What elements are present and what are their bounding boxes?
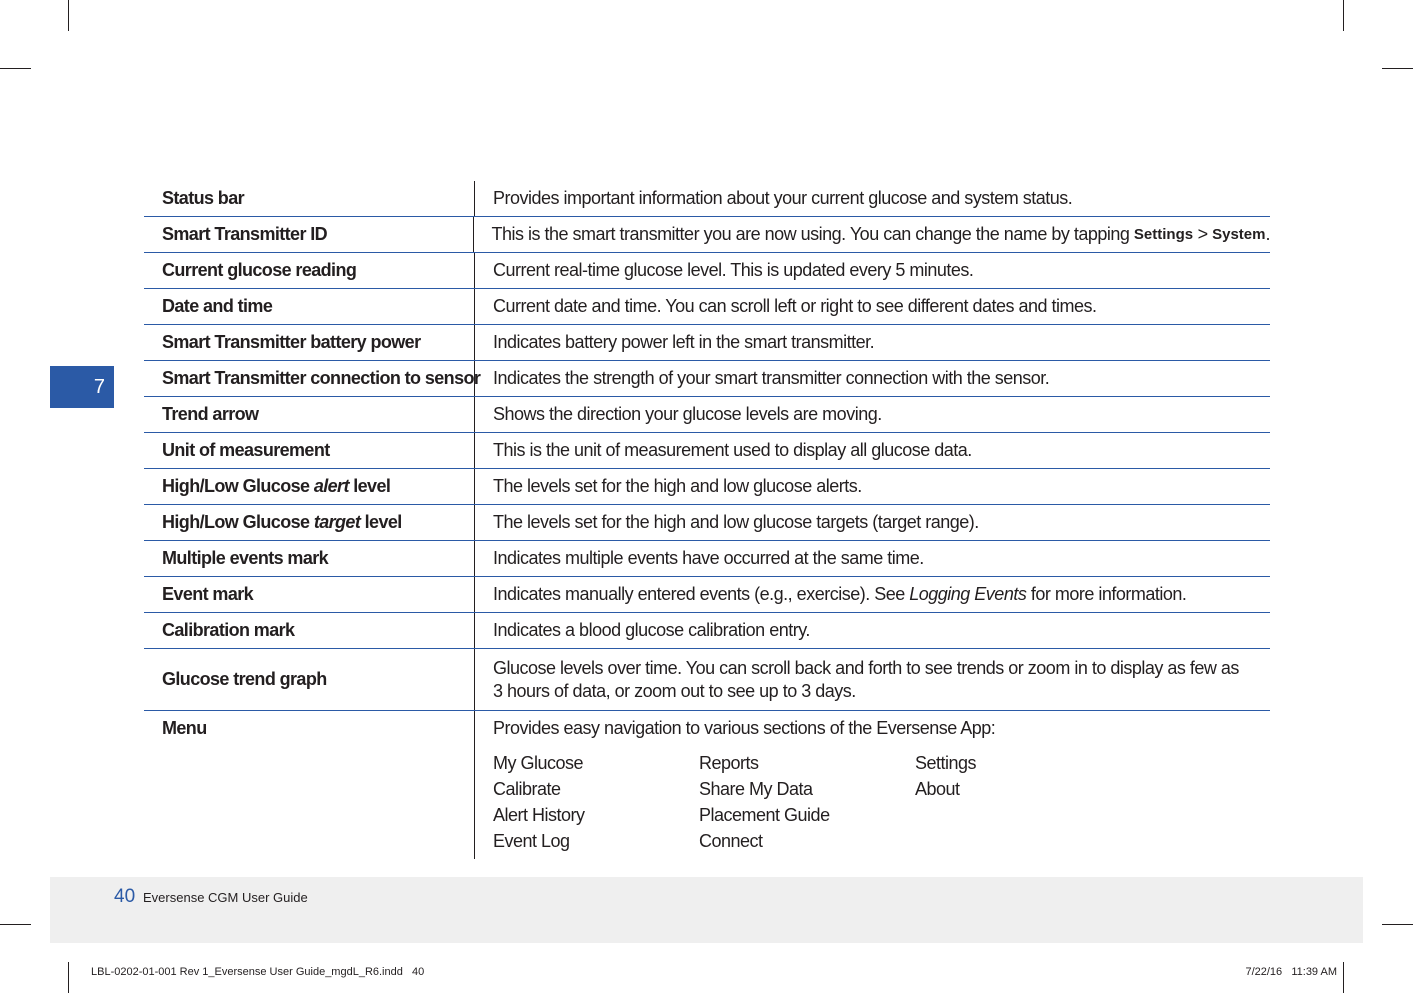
crop-mark [68,0,69,31]
system-label: System [1212,226,1266,243]
logging-events-reference: Logging Events [909,584,1027,604]
menu-column [699,750,915,854]
term-text: level [360,512,402,532]
row-term: Multiple events mark [144,541,475,576]
table-row [144,325,1270,361]
crop-mark [1343,0,1344,31]
row-term: Trend arrow [144,397,475,432]
desc-line: 3 hours of data, or zoom out to see up to 3 days. [493,681,856,701]
guide-title: Eversense CGM User Guide [143,890,308,905]
table-row [144,649,1270,711]
table-row [144,711,1270,859]
table-row [144,577,1270,613]
table-row [144,181,1270,217]
row-description: Indicates the strength of your smart transmitter connection with the sensor. [493,368,1050,388]
table-row [144,289,1270,325]
desc-text: for more information. [1026,584,1187,604]
row-term: Status bar [144,181,475,216]
table-row [144,217,1270,253]
crop-mark [0,68,31,69]
menu-intro: Provides easy navigation to various sections of the Eversense App: [493,718,996,738]
row-description: The levels set for the high and low glucose alerts. [493,476,862,496]
menu-item: Settings [915,753,977,773]
menu-item: Reports [699,753,759,773]
screen-elements-table [144,181,1270,859]
row-term [144,505,475,540]
row-description: Shows the direction your glucose levels are moving. [493,404,882,424]
term-text: level [348,476,391,496]
row-term: Unit of measurement [144,433,475,468]
term-text: High/Low Glucose [162,476,314,496]
desc-line: Glucose levels over time. You can scroll back and forth to see trends or zoom in to display as few as [493,658,1239,678]
menu-item: Placement Guide [699,805,830,825]
menu-item: Share My Data [699,779,813,799]
menu-item: My Glucose [493,753,584,773]
table-row [144,541,1270,577]
page-number: 40 [114,886,136,907]
chapter-tab [50,366,114,408]
crop-mark [1382,68,1413,69]
row-term: Smart Transmitter ID [144,217,474,252]
menu-column [493,750,699,854]
table-row [144,505,1270,541]
term-emphasis: target [313,512,361,532]
table-row [144,361,1270,397]
chapter-number: 7 [93,375,105,398]
row-term: Event mark [144,577,475,612]
menu-column [915,750,1115,854]
print-slug-datetime: 7/22/16 11:39 AM [1245,966,1337,978]
crop-mark [0,924,31,925]
table-row [144,469,1270,505]
row-term: Glucose trend graph [144,649,475,710]
row-description: Current real-time glucose level. This is updated every 5 minutes. [493,260,974,280]
row-description: Indicates multiple events have occurred at the same time. [493,548,924,568]
menu-item: Calibrate [493,779,561,799]
path-separator: > [1193,224,1213,244]
row-description [475,649,1270,710]
row-description [474,217,1270,252]
term-emphasis: alert [313,476,349,496]
table-row [144,397,1270,433]
row-term: Menu [144,711,475,859]
desc-text: Indicates manually entered events (e.g., exercise). See [493,584,910,604]
row-term: Smart Transmitter connection to sensor [144,361,475,396]
row-description [475,577,1270,612]
menu-item: Alert History [493,805,585,825]
page-footer [50,877,1363,943]
table-row [144,613,1270,649]
settings-label: Settings [1133,226,1194,243]
crop-mark [1382,924,1413,925]
row-description: Provides important information about your current glucose and system status. [493,188,1073,208]
row-term: Smart Transmitter battery power [144,325,475,360]
row-description: Indicates a blood glucose calibration entry. [493,620,810,640]
menu-item: About [915,779,960,799]
row-term [144,469,475,504]
crop-mark [68,962,69,993]
row-description [475,711,1270,859]
menu-item: Event Log [493,831,570,851]
row-description: Current date and time. You can scroll left or right to see different dates and times. [493,296,1097,316]
crop-mark [1343,962,1344,993]
print-slug-file: LBL-0202-01-001 Rev 1_Eversense User Guide_mgdL_R6.indd 40 [91,966,425,978]
table-row [144,433,1270,469]
menu-list [493,750,1270,854]
menu-item: Connect [699,831,763,851]
row-term: Current glucose reading [144,253,475,288]
row-term: Date and time [144,289,475,324]
row-description: This is the unit of measurement used to display all glucose data. [493,440,972,460]
term-text: High/Low Glucose [162,512,314,532]
row-term: Calibration mark [144,613,475,648]
desc-text: . [1265,224,1270,244]
row-description: Indicates battery power left in the smart transmitter. [493,332,875,352]
row-description: The levels set for the high and low glucose targets (target range). [493,512,979,532]
desc-text: This is the smart transmitter you are now using. You can change the name by tapping [491,224,1134,244]
table-row [144,253,1270,289]
